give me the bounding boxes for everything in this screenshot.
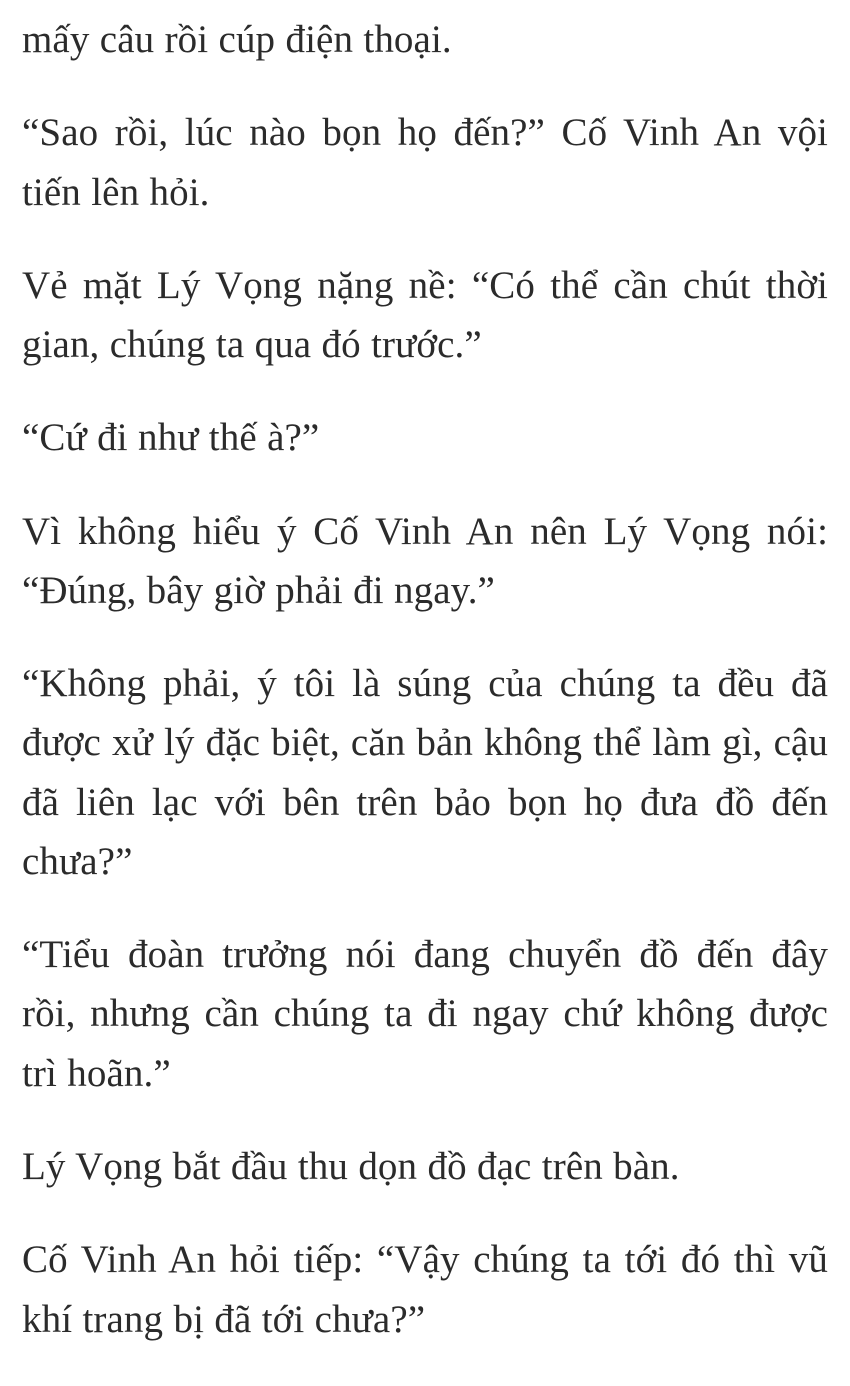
paragraph: Vì không hiểu ý Cố Vinh An nên Lý Vọng nói: “Đúng, bây giờ phải đi ngay.” — [22, 509, 828, 612]
paragraph: “Cứ đi như thế à?” — [22, 416, 320, 460]
paragraph: Cố Vinh An hỏi tiếp: “Vậy chúng ta tới đó thì vũ khí trang bị đã tới chưa?” — [22, 1238, 828, 1341]
paragraph: Vẻ mặt Lý Vọng nặng nề: “Có thể cần chút thời gian, chúng ta qua đó trước.” — [22, 263, 828, 367]
paragraph: “Sao rồi, lúc nào bọn họ đến?” Cố Vinh An vội tiến lên hỏi. — [22, 111, 828, 214]
paragraph: Lý Vọng bắt đầu thu dọn đồ đạc trên bàn. — [22, 1144, 680, 1188]
paragraph: mấy câu rồi cúp điện thoại. — [22, 18, 452, 61]
paragraph: “Tiểu đoàn trưởng nói đang chuyển đồ đến đây rồi, nhưng cần chúng ta đi ngay chứ không được trì hoãn.” — [22, 933, 828, 1095]
paragraph: “Không phải, ý tôi là súng của chúng ta đều đã được xử lý đặc biệt, căn bản không thể làm gì, cậu đã liên lạc với bên trên bảo bọn họ đưa đồ đến chưa?” — [22, 662, 828, 883]
